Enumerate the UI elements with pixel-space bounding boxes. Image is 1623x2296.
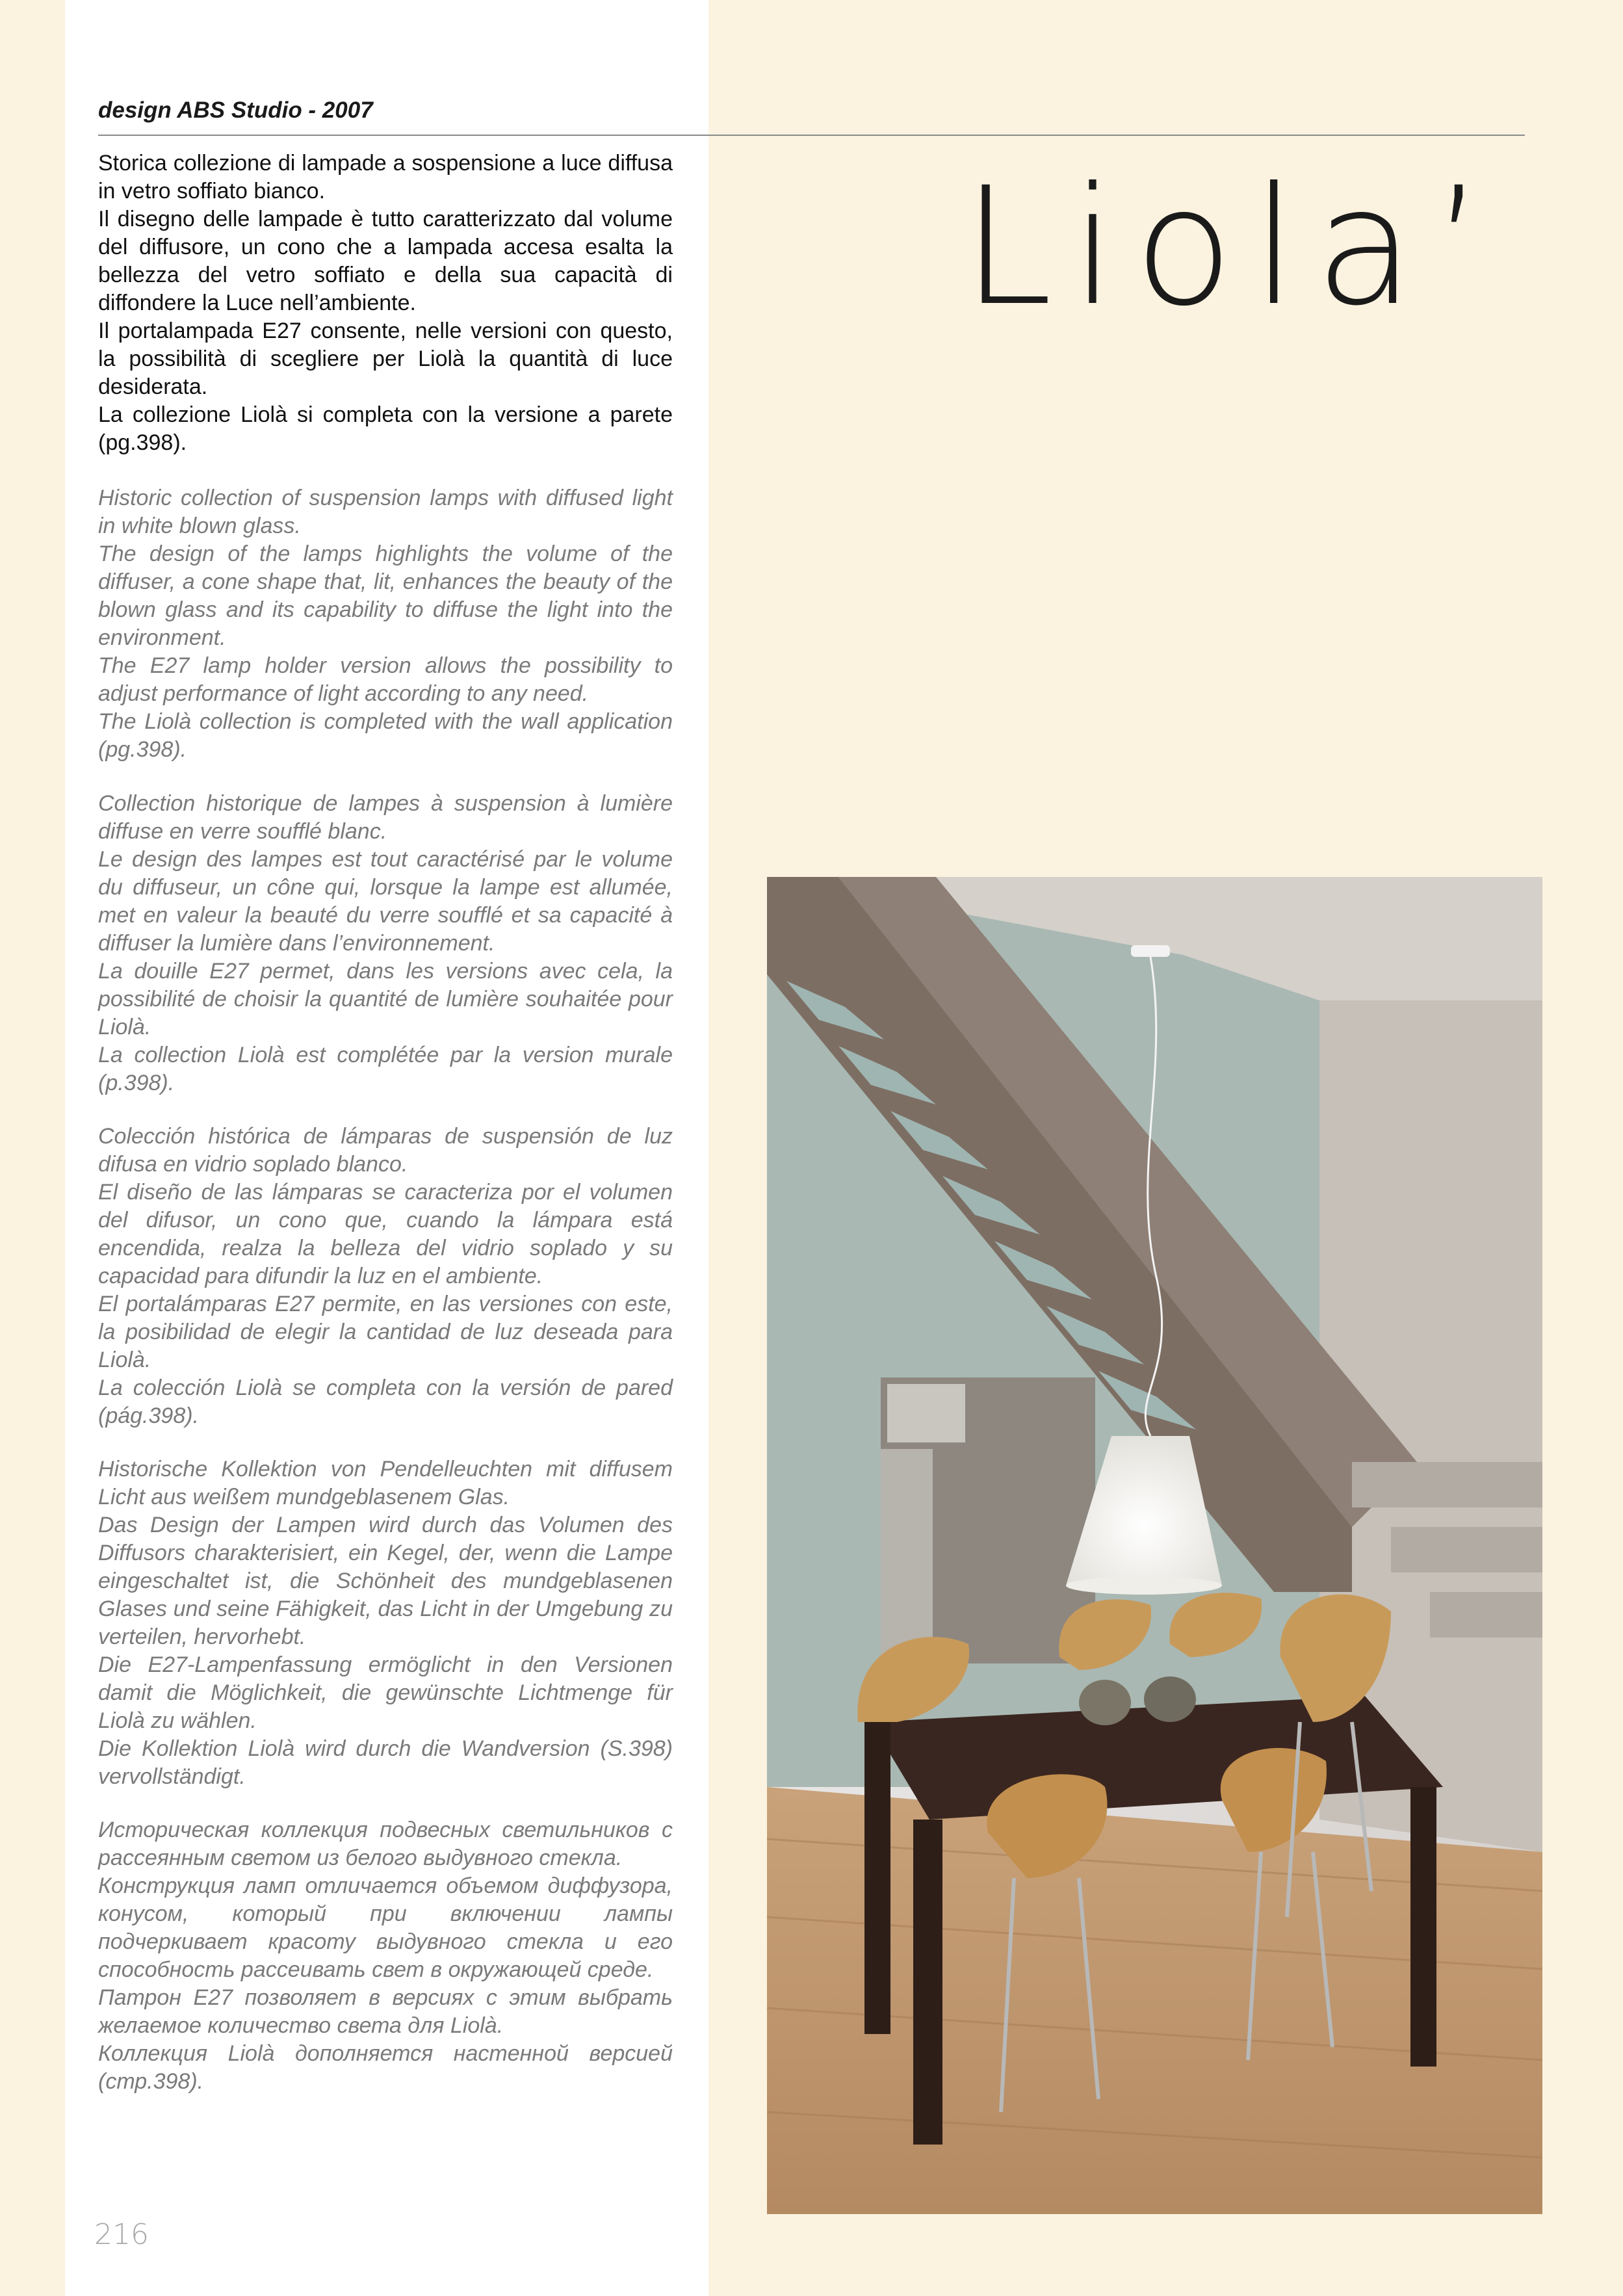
paragraph: The E27 lamp holder version allows the possibility to adjust performance of light according to any need.: [98, 653, 673, 706]
paragraph: Патрон Е27 позволяет в версиях с этим выбрать желаемое количество света для Liolà.: [98, 1985, 673, 2038]
paragraph: La collezione Liolà si completa con la versione a parete (pg.398).: [98, 402, 673, 455]
description-russian: [98, 1816, 673, 2096]
product-photo: [767, 877, 1542, 2214]
page-margin: [0, 0, 65, 2296]
paragraph: Il portalampada E27 consente, nelle versioni con questo, la possibilità di scegliere per Liolà la quantità di luce desiderata.: [98, 319, 673, 399]
product-title: Liola’: [962, 152, 1503, 341]
paragraph: The Liolà collection is completed with the wall application (pg.398).: [98, 709, 673, 762]
paragraph: Das Design der Lampen wird durch das Volumen des Diffusors charakterisiert, ein Kegel, der, wenn die Lampe eingeschaltet ist, die Schönheit des mundgeblasenen Glases und seine Fähigkeit, das Licht in der Umgebung zu verteilen, hervorhebt.: [98, 1513, 673, 1649]
paragraph: Historic collection of suspension lamps with diffused light in white blown glass.: [98, 486, 673, 538]
paragraph: Die E27-Lampenfassung ermöglicht in den Versionen damit die Möglichkeit, die gewünschte Lichtmenge für Liolà zu wählen.: [98, 1652, 673, 1733]
description-french: [98, 790, 673, 1097]
design-credit: design ABS Studio - 2007: [98, 98, 373, 123]
paragraph: Historische Kollektion von Pendelleuchten mit diffusem Licht aus weißem mundgeblasenem Glas.: [98, 1457, 673, 1509]
paragraph: Историческая коллекция подвесных светильников с рассеянным светом из белого выдувного стекла.: [98, 1818, 673, 1870]
paragraph: El diseño de las lámparas se caracteriza por el volumen del difusor, un cono que, cuando la lámpara está encendida, realza la belleza del vidrio soplado y su capacidad para difundir la luz en el ambiente.: [98, 1180, 673, 1288]
interior-scene-illustration: [767, 877, 1542, 2214]
description-english: [98, 484, 673, 764]
description-german: [98, 1455, 673, 1791]
page-number: 216: [94, 2218, 149, 2251]
paragraph: La douille E27 permet, dans les versions avec cela, la possibilité de choisir la quantité de lumière souhaitée pour Liolà.: [98, 959, 673, 1039]
paragraph: La collection Liolà est complétée par la version murale (p.398).: [98, 1043, 673, 1095]
paragraph: Конструкция ламп отличается объемом диффузора, конусом, который при включении лампы подчеркивает красоту выдувного стекла и его способность рассеивать свет в окружающей среде.: [98, 1873, 673, 1982]
paragraph: Die Kollektion Liolà wird durch die Wandversion (S.398) vervollständigt.: [98, 1736, 673, 1789]
paragraph: Il disegno delle lampade è tutto caratterizzato dal volume del diffusore, un cono che a lampada accesa esalta la bellezza del vetro soffiato e della sua capacità di diffondere la Luce nell’ambiente.: [98, 207, 673, 315]
paragraph: Le design des lampes est tout caractérisé par le volume du diffuseur, un cône qui, lorsque la lampe est allumée, met en valeur la beauté du verre soufflé et sa capacité à diffuser la lumière dans l’environnement.: [98, 847, 673, 956]
paragraph: Collection historique de lampes à suspension à lumière diffuse en verre soufflé blanc.: [98, 791, 673, 844]
paragraph: The design of the lamps highlights the volume of the diffuser, a cone shape that, lit, enhances the beauty of the blown glass and its capability to diffuse the light into the environment.: [98, 541, 673, 650]
description-spanish: [98, 1123, 673, 1430]
paragraph: El portalámparas E27 permite, en las versiones con este, la posibilidad de elegir la cantidad de luz deseada para Liolà.: [98, 1292, 673, 1372]
header-rule: [98, 135, 1525, 136]
paragraph: Colección histórica de lámparas de suspensión de luz difusa en vidrio soplado blanco.: [98, 1124, 673, 1177]
description-italian: [98, 150, 673, 457]
paragraph: Storica collezione di lampade a sospensione a luce diffusa in vetro soffiato bianco.: [98, 151, 673, 203]
paragraph: Коллекция Liolà дополняется настенной версией (стр.398).: [98, 2041, 673, 2094]
paragraph: La colección Liolà se completa con la versión de pared (pág.398).: [98, 1376, 673, 1428]
